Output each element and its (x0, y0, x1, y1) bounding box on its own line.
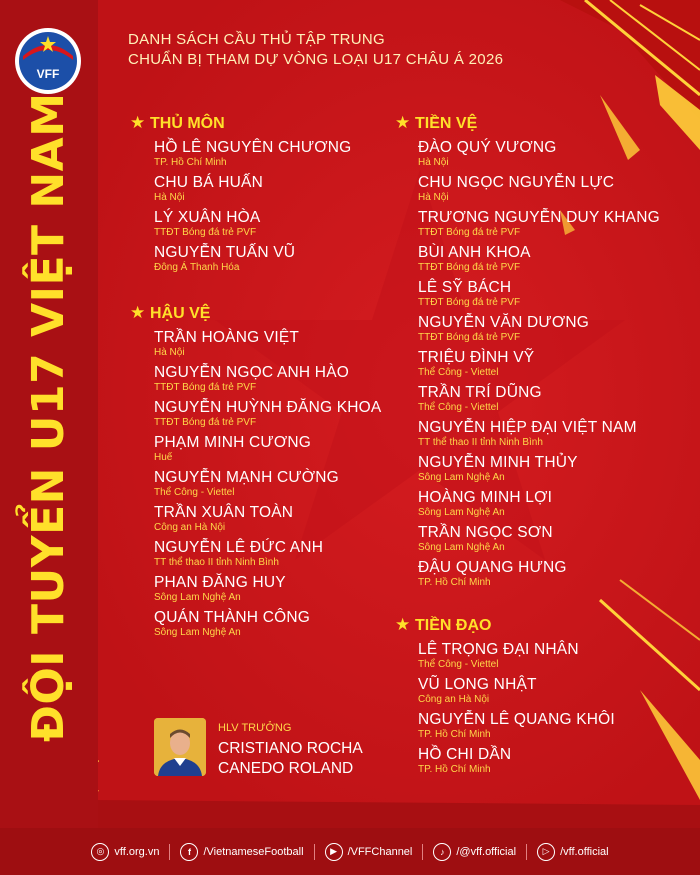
player-item (154, 329, 454, 359)
player-item (418, 676, 700, 706)
player-club: Công an Hà Nội (418, 694, 490, 705)
player-name: LÝ XUÂN HÒA (154, 209, 261, 226)
footer (0, 828, 700, 875)
player-club: Sông Lam Nghệ An (418, 472, 505, 483)
player-item (418, 489, 700, 519)
globe-icon: ◎ (91, 843, 109, 861)
player-club: TT thể thao II tỉnh Ninh Bình (418, 437, 543, 448)
player-club: Đông Á Thanh Hóa (154, 262, 240, 273)
footer-divider (314, 844, 315, 860)
player-item (418, 711, 700, 741)
player-item (418, 384, 700, 414)
player-item (154, 174, 454, 204)
player-club: Huế (154, 452, 173, 463)
header-line-2: CHUẨN BỊ THAM DỰ VÒNG LOẠI U17 CHÂU Á 2026 (128, 51, 504, 68)
player-name: TRƯƠNG NGUYỄN DUY KHANG (418, 209, 660, 226)
player-name: BÙI ANH KHOA (418, 244, 531, 261)
player-item (418, 559, 700, 589)
player-name: CHU NGỌC NGUYỄN LỰC (418, 174, 615, 191)
player-club: Thể Công - Viettel (418, 402, 499, 413)
player-name: NGUYỄN MẠNH CƯỜNG (154, 469, 339, 486)
player-name: HỒ LÊ NGUYÊN CHƯƠNG (154, 139, 352, 156)
player-item (154, 434, 454, 464)
player-name: NGUYỄN HUỲNH ĐĂNG KHOA (154, 399, 382, 416)
player-item (418, 419, 700, 449)
player-name: NGUYỄN LÊ ĐỨC ANH (154, 539, 324, 556)
player-club: TTĐT Bóng đá trẻ PVF (154, 227, 257, 238)
vertical-team-title: ĐỘI TUYỂN U17 VIỆT NAM (23, 92, 74, 742)
player-item (154, 539, 454, 569)
section-title: TIỀN ĐẠO (415, 617, 492, 634)
section-forwards (395, 615, 491, 636)
player-club: TTĐT Bóng đá trẻ PVF (154, 417, 257, 428)
header (128, 30, 503, 70)
section-title: THỦ MÔN (150, 115, 225, 132)
player-name: HỒ CHI DẦN (418, 746, 512, 763)
footer-youtube-link[interactable] (325, 841, 413, 863)
player-club: Hà Nội (418, 157, 449, 168)
section-title: HẬU VỆ (150, 305, 211, 322)
player-name: QUÁN THÀNH CÔNG (154, 609, 311, 626)
player-name: NGUYỄN HIỆP ĐẠI VIỆT NAM (418, 419, 637, 436)
player-item (154, 139, 454, 169)
player-name: TRẦN TRÍ DŨNG (418, 384, 542, 401)
player-name: NGUYỄN NGỌC ANH HÀO (154, 364, 349, 381)
player-item (418, 174, 700, 204)
player-name: NGUYỄN LÊ QUANG KHÔI (418, 711, 615, 728)
player-club: Hà Nội (418, 192, 449, 203)
coach-photo (154, 718, 206, 776)
player-item (418, 454, 700, 484)
footer-website-link[interactable] (91, 841, 159, 863)
player-name: TRẦN NGỌC SƠN (418, 524, 553, 541)
player-name: NGUYỄN MINH THỦY (418, 454, 578, 471)
player-club: TTĐT Bóng đá trẻ PVF (418, 227, 521, 238)
player-name: TRẦN HOÀNG VIỆT (154, 329, 300, 346)
player-name: HOÀNG MINH LỢI (418, 489, 553, 506)
player-club: TP. Hồ Chí Minh (154, 157, 227, 168)
player-item (418, 279, 700, 309)
player-item (154, 364, 454, 394)
footer-other-social-label: /vff.official (560, 845, 609, 858)
player-club: TP. Hồ Chí Minh (418, 764, 491, 775)
player-club: TTĐT Bóng đá trẻ PVF (418, 262, 521, 273)
play-circle-icon: ▷ (537, 843, 555, 861)
player-club: Hà Nội (154, 347, 185, 358)
player-club: TTĐT Bóng đá trẻ PVF (418, 332, 521, 343)
player-item (154, 574, 454, 604)
player-name: TRIỆU ĐÌNH VỸ (418, 349, 535, 366)
footer-other-social-link[interactable] (537, 841, 609, 863)
player-club: TTĐT Bóng đá trẻ PVF (154, 382, 257, 393)
footer-divider (422, 844, 423, 860)
player-club: TP. Hồ Chí Minh (418, 577, 491, 588)
player-item (154, 504, 454, 534)
sidebar (0, 0, 98, 828)
player-club: Sông Lam Nghệ An (154, 627, 241, 638)
player-item (418, 349, 700, 379)
player-item (418, 746, 700, 776)
footer-youtube-label: /VFFChannel (347, 845, 413, 858)
star-icon: ★ (130, 303, 146, 322)
facebook-icon: f (180, 843, 198, 861)
player-club: Thể Công - Viettel (418, 659, 499, 670)
player-club: Sông Lam Nghệ An (154, 592, 241, 603)
coach-avatar-icon (154, 718, 206, 776)
footer-divider (169, 844, 170, 860)
player-club: Hà Nội (154, 192, 185, 203)
footer-divider (526, 844, 527, 860)
footer-tiktok-link[interactable] (433, 841, 516, 863)
player-name: CHU BÁ HUẤN (154, 174, 263, 191)
footer-facebook-label: /VietnameseFootball (203, 845, 304, 858)
player-item (418, 314, 700, 344)
player-club: TT thể thao II tỉnh Ninh Bình (154, 557, 279, 568)
youtube-icon: ▶ (325, 843, 343, 861)
player-name: PHẠM MINH CƯƠNG (154, 434, 311, 451)
star-icon: ★ (130, 113, 146, 132)
player-name: LÊ TRỌNG ĐẠI NHÂN (418, 641, 579, 658)
player-club: TP. Hồ Chí Minh (418, 729, 491, 740)
player-name: ĐÀO QUÝ VƯƠNG (418, 139, 557, 156)
header-line-1: DANH SÁCH CẦU THỦ TẬP TRUNG (128, 31, 386, 48)
svg-text:VFF: VFF (36, 67, 60, 81)
player-name: LÊ SỸ BÁCH (418, 279, 512, 296)
player-item (154, 469, 454, 499)
star-icon: ★ (395, 615, 411, 634)
player-name: VŨ LONG NHẬT (418, 676, 537, 693)
player-item (418, 524, 700, 554)
footer-facebook-link[interactable] (180, 841, 303, 863)
player-name: PHAN ĐĂNG HUY (154, 574, 286, 591)
player-club: TTĐT Bóng đá trẻ PVF (418, 297, 521, 308)
player-name: NGUYỄN TUẤN VŨ (154, 244, 296, 261)
player-club: Sông Lam Nghệ An (418, 507, 505, 518)
coach-name-line-1: CRISTIANO ROCHA (218, 740, 363, 757)
section-midfielders (395, 113, 477, 134)
star-icon: ★ (395, 113, 411, 132)
player-club: Công an Hà Nội (154, 522, 226, 533)
player-item (418, 244, 700, 274)
section-goalkeepers (130, 113, 225, 134)
footer-website-label: vff.org.vn (114, 845, 160, 858)
player-item (154, 209, 454, 239)
player-name: TRẦN XUÂN TOÀN (154, 504, 294, 521)
player-club: Thể Công - Viettel (418, 367, 499, 378)
player-item (154, 399, 454, 429)
player-club: Sông Lam Nghệ An (418, 542, 505, 553)
player-name: ĐẬU QUANG HƯNG (418, 559, 567, 576)
player-name: NGUYỄN VĂN DƯƠNG (418, 314, 589, 331)
coach-role: HLV TRƯỞNG (218, 722, 292, 734)
player-item (418, 641, 700, 671)
coach-name-line-2: CANEDO ROLAND (218, 760, 354, 777)
player-item (418, 139, 700, 169)
footer-tiktok-label: /@vff.official (456, 845, 517, 858)
section-title: TIỀN VỆ (415, 115, 478, 132)
player-item (418, 209, 700, 239)
player-club: Thể Công - Viettel (154, 487, 235, 498)
section-defenders (130, 303, 210, 324)
player-item (154, 244, 454, 274)
tiktok-icon: ♪ (433, 843, 451, 861)
